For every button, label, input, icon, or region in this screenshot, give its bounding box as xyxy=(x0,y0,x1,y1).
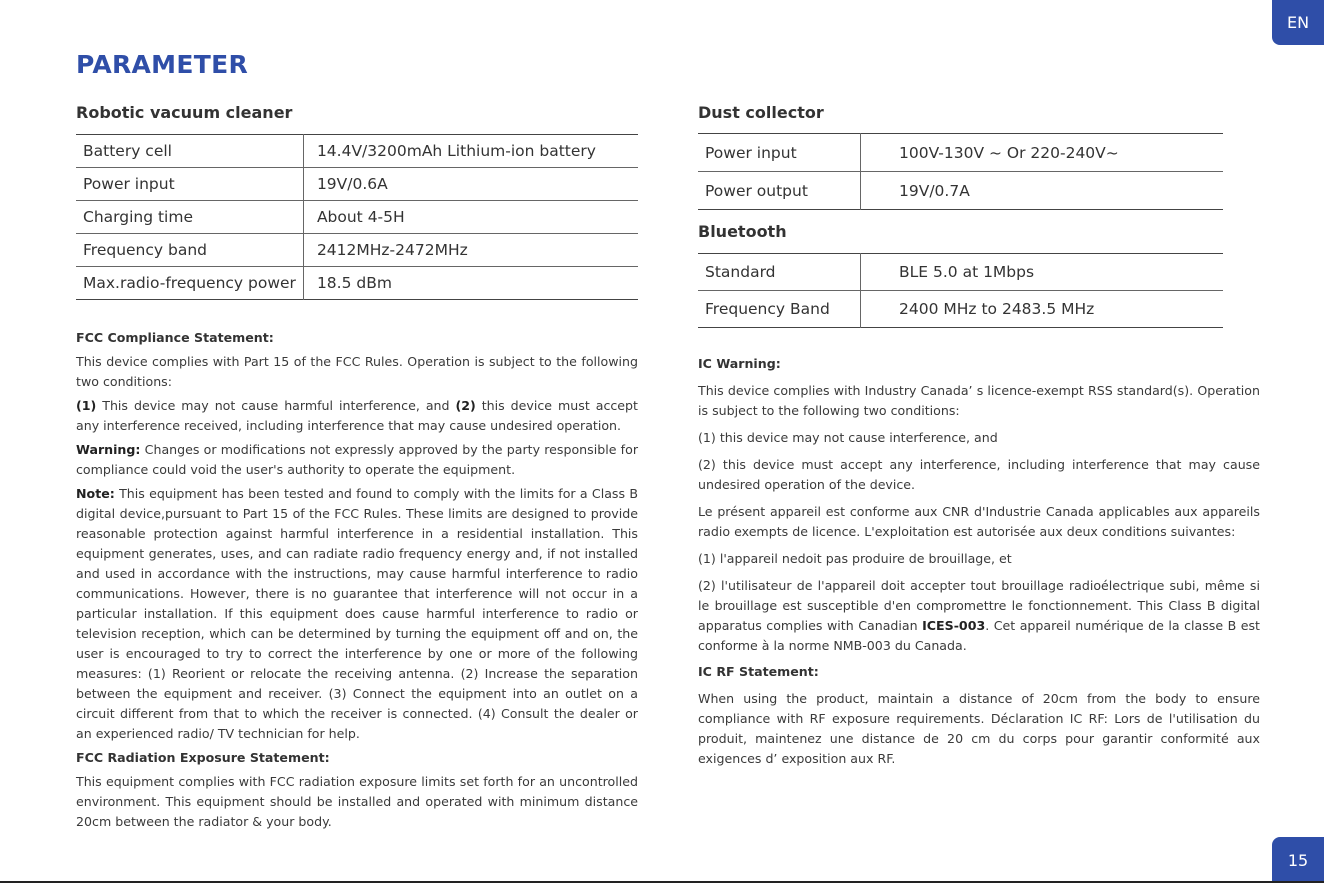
ic-heading: IC Warning: xyxy=(698,356,781,371)
ic-paragraph: Le présent appareil est conforme aux CNR d'Industrie Canada applicables aux appareils radio exempts de licence. L'exploitation est autorisée aux deux conditions suivantes: xyxy=(698,504,1260,539)
fcc-note xyxy=(76,484,638,744)
spec-key: Battery cell xyxy=(76,135,303,168)
table-row xyxy=(698,254,1223,291)
spec-key: Charging time xyxy=(76,201,303,234)
spec-key: Power output xyxy=(698,172,861,210)
spec-key: Frequency band xyxy=(76,234,303,267)
fcc-radiation-heading: FCC Radiation Exposure Statement: xyxy=(76,750,330,765)
condition-2-text: this device must accept any interference received, including interference that may cause undesired operation. xyxy=(76,398,638,433)
ic-text: (2) l'utilisateur de l'appareil doit accepter tout brouillage radioélectrique subi, même si le brouillage est susceptible d'en compromettre le fonctionnement. This Class B digital apparatus complies with Canadian xyxy=(698,578,1260,633)
warning-label: Warning: xyxy=(76,442,141,457)
condition-1-label: (1) xyxy=(76,398,97,413)
vacuum-heading: Robotic vacuum cleaner xyxy=(76,103,293,122)
ic-rf-text: When using the product, maintain a distance of 20cm from the body to ensure compliance with RF exposure requirements. Déclaration IC RF: Lors de l'utilisation du produit, maintenez une distance de 20 cm du corps pour garantir conformité aux exigences d’ exposition aux RF. xyxy=(698,691,1260,766)
spec-value: BLE 5.0 at 1Mbps xyxy=(899,263,1035,281)
bluetooth-heading: Bluetooth xyxy=(698,222,787,241)
spec-key: Max.radio-frequency power xyxy=(76,267,303,300)
fcc-radiation-text: This equipment complies with FCC radiation exposure limits set forth for an uncontrolled environment. This equipment should be installed and operated with minimum distance 20cm between the radiator & your body. xyxy=(76,774,638,829)
page-number: 15 xyxy=(1272,837,1324,883)
warning-text: Changes or modifications not expressly approved by the party responsible for compliance could void the user's authority to operate the equipment. xyxy=(76,442,638,477)
note-label: Note: xyxy=(76,486,115,501)
ic-rf-heading: IC RF Statement: xyxy=(698,664,819,679)
fcc-heading: FCC Compliance Statement: xyxy=(76,330,274,345)
note-text: This equipment has been tested and found to comply with the limits for a Class B digital device,pursuant to Part 15 of the FCC Rules. These limits are designed to provide reasonable protection against harmful interference in a residential installation. This equipment generates, uses, and can radiate radio frequency energy and, if not installed and used in accordance with the instructions, may cause harmful interference to radio communications. However, there is no guarantee that interference will not occur in a particular installation. If this equipment does cause harmful interference to radio or television reception, which can be determined by turning the equipment off and on, the user is encouraged to try to correct the interference by one or more of the following measures: (1) Reorient or relocate the receiving antenna. (2) Increase the separation between the equipment and receiver. (3) Connect the equipment into an outlet on a circuit different from that to which the receiver is connected. (4) Consult the dealer or an experienced radio/ TV technician for help. xyxy=(76,486,638,741)
vacuum-spec-table xyxy=(76,134,638,300)
table-row xyxy=(76,168,638,201)
spec-value: 2400 MHz to 2483.5 MHz xyxy=(899,300,1095,318)
condition-2-label: (2) xyxy=(455,398,476,413)
spec-value: 18.5 dBm xyxy=(316,274,392,292)
fcc-warning xyxy=(76,440,638,480)
spec-value: 2412MHz-2472MHz xyxy=(316,241,468,259)
table-row xyxy=(698,172,1223,210)
dust-collector-heading: Dust collector xyxy=(698,103,824,122)
spec-value: 14.4V/3200mAh Lithium-ion battery xyxy=(316,142,596,160)
spec-value: 19V/0.7A xyxy=(899,181,970,200)
ic-paragraph: (2) this device must accept any interference, including interference that may cause undesired operation of the device. xyxy=(698,457,1260,492)
table-row xyxy=(76,267,638,300)
ic-paragraph: This device complies with Industry Canada’ s licence-exempt RSS standard(s). Operation is subject to the following two conditions: xyxy=(698,383,1260,418)
spec-key: Frequency Band xyxy=(698,291,861,328)
ic-paragraph: (1) l'appareil nedoit pas produire de brouillage, et xyxy=(698,551,1012,566)
fcc-conditions xyxy=(76,396,638,436)
page-title: PARAMETER xyxy=(76,50,249,79)
spec-key: Standard xyxy=(698,254,861,291)
spec-value: 19V/0.6A xyxy=(316,175,388,193)
table-row xyxy=(698,134,1223,172)
spec-key: Power input xyxy=(76,168,303,201)
table-row xyxy=(698,291,1223,328)
ic-statement-column xyxy=(698,354,1260,769)
condition-1-text: This device may not cause harmful interference, and xyxy=(96,398,456,413)
fcc-statement-column xyxy=(76,328,638,832)
fcc-intro: This device complies with Part 15 of the FCC Rules. Operation is subject to the following two conditions: xyxy=(76,354,638,389)
spec-value: 100V-130V ~ Or 220-240V~ xyxy=(899,143,1119,162)
dust-collector-spec-table xyxy=(698,133,1223,210)
ic-paragraph xyxy=(698,576,1260,656)
ic-text: . Cet appareil numérique de la classe B est conforme à la norme NMB-003 du Canada. xyxy=(698,618,1260,653)
table-row xyxy=(76,201,638,234)
table-row xyxy=(76,135,638,168)
ic-paragraph: (1) this device may not cause interference, and xyxy=(698,430,998,445)
language-tab: EN xyxy=(1272,0,1324,45)
ices-label: ICES-003 xyxy=(922,618,986,633)
table-row xyxy=(76,234,638,267)
spec-value: About 4-5H xyxy=(316,208,405,226)
spec-key: Power input xyxy=(698,134,861,172)
bluetooth-spec-table xyxy=(698,253,1223,328)
